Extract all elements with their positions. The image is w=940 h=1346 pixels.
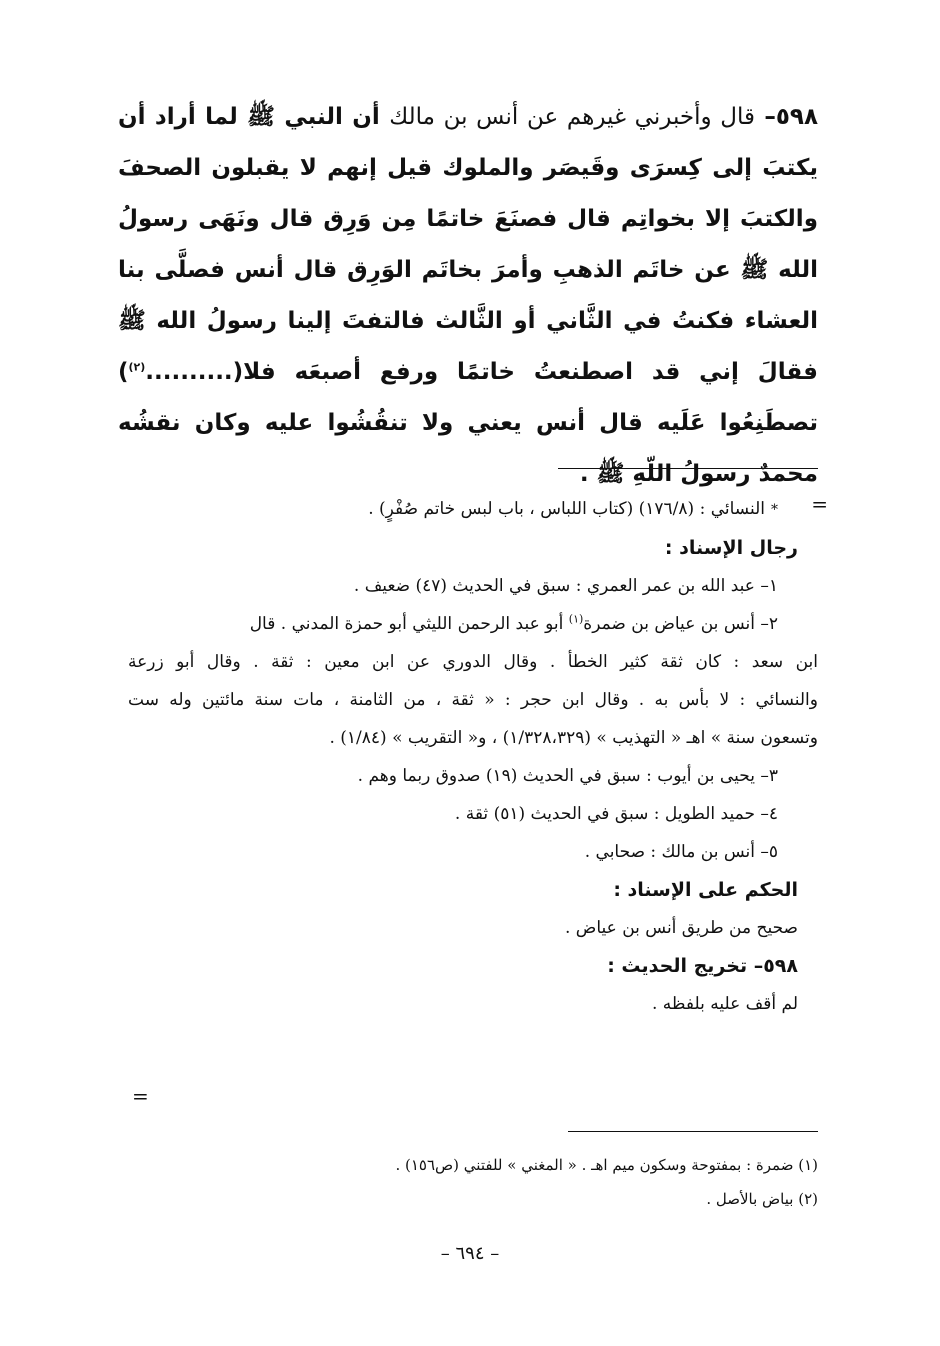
rijal-heading: رجال الإسناد :: [664, 537, 798, 559]
footnote-1: (١) ضمرة : بمفتوحة وسكون ميم اهـ . « المغني » للفتني (ص١٥٦) .: [395, 1156, 818, 1174]
narrator-2-line-3: والنسائي : لا بأس به . وقال ابن حجر : « ثقة ، من الثامنة ، مات سنة مائتين وله ست: [128, 690, 818, 710]
narrator-4: ٤– حميد الطويل : سبق في الحديث (٥١) ثقة .: [454, 804, 778, 824]
hadith-number: ٥٩٨–: [764, 104, 819, 130]
hadith-body: أن النبي ﷺ لما أراد أن يكتبَ إلى كِسرَى وقَيصَر والملوك قيل إنهم لا يقبلون الصحفَ والكتبَ إلا بخواتِم قال فصنَعَ خاتمًا مِن وَرِق قال ونَهَى رسولُ الله ﷺ عن خاتَم الذهبِ وأمرَ بخاتَم الوَرِق قال أنس فصلَّى بنا العشاء فكنتُ في الثَّاني أو الثَّالث فالتفتَ إلينا رسولُ الله ﷺ فقالَ إني قد اصطنعتُ خاتمًا ورفع أصبعَه فلا(..........: [118, 104, 818, 385]
narrator-2-line-1: [128, 605, 798, 643]
narrator-3: ٣– يحيى بن أيوب : سبق في الحديث (١٩) صدوق ربما وهم .: [357, 766, 778, 786]
source-text: النسائي : (١٧٦/٨) (كتاب اللباس ، باب لبس خاتم صُفْرٍ) .: [368, 499, 765, 519]
continuation-mark-bottom: =: [132, 1084, 149, 1108]
footnote-separator: [568, 1131, 818, 1132]
narrator-2-kunya: أبو عبد الرحمن الليثي أبو حمزة المدني . قال: [249, 614, 564, 634]
star-marker: *: [771, 502, 778, 518]
hukm-heading: الحكم على الإسناد :: [613, 879, 798, 901]
narrator-2-line-2: ابن سعد : كان ثقة كثير الخطأ . وقال الدوري عن ابن معين : ثقة . وقال أبو زرعة: [128, 652, 818, 672]
narrator-2-line-4: وتسعون سنة » اهـ « التهذيب » (١/٣٢٨،٣٢٩) ، و« التقريب » (١/٨٤) .: [329, 728, 818, 748]
takhrij-text: لم أقف عليه بلفظه .: [652, 994, 798, 1014]
source-line: [128, 490, 798, 529]
narrator-2-name: ٢– أنس بن عياض بن ضمرة: [583, 614, 778, 634]
page-number: – ٦٩٤ –: [440, 1243, 500, 1264]
main-separator: [558, 468, 818, 469]
hadith-body-end: ) تصطَنِعُوا عَلَيه قال أنس يعني ولا تنقُشُوا عليه وكان نقشُه محمدٌ رسولُ اللّهِ ﷺ .: [118, 359, 818, 487]
narrator-5: ٥– أنس بن مالك : صحابي .: [584, 842, 778, 862]
footnote-2: (٢) بياض بالأصل .: [706, 1190, 818, 1208]
footnotes: [118, 1148, 818, 1216]
hukm-text: صحيح من طريق أنس بن عياض .: [564, 918, 798, 938]
hadith-text: [118, 92, 818, 500]
notes-section: [128, 490, 818, 1023]
hadith-footnote-ref: (٢): [128, 360, 146, 374]
narrator-2-footnote-ref: (١): [568, 612, 584, 626]
continuation-mark-top: =: [811, 492, 828, 516]
takhrij-heading: ٥٩٨– تخريج الحديث :: [607, 955, 798, 977]
hadith-intro: قال وأخبرني غيرهم عن أنس بن مالك: [389, 104, 755, 130]
narrator-1: ١– عبد الله بن عمر العمري : سبق في الحديث (٤٧) ضعيف .: [353, 576, 778, 596]
